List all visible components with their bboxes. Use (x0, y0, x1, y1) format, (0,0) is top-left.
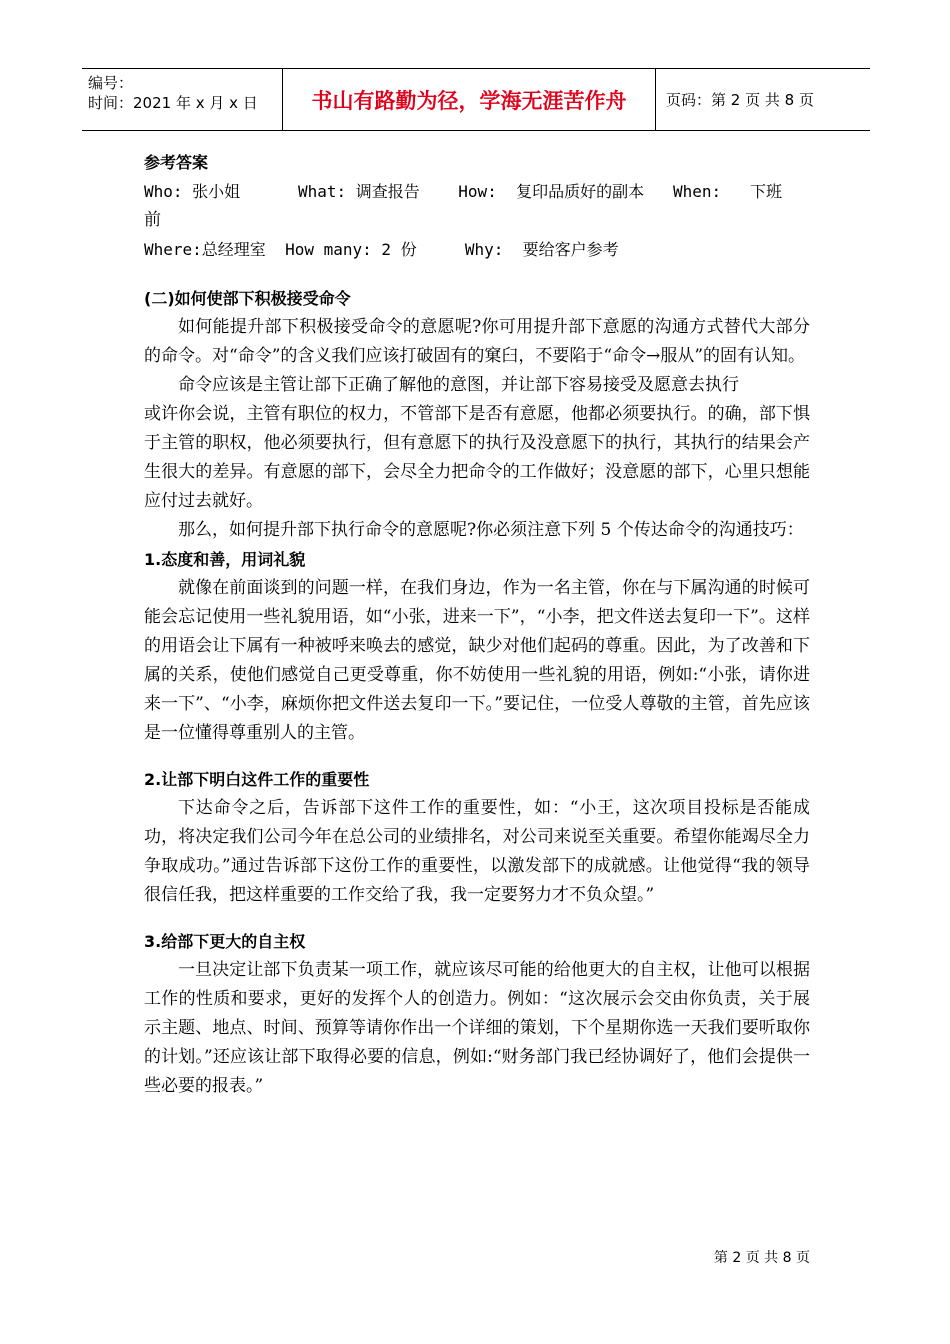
date-label: 时间：2021 年 x 月 x 日 (88, 94, 258, 112)
answer-title: 参考答案 (144, 153, 209, 172)
section-paragraph-2b: 或许你会说，主管有职位的权力，不管部下是否有意愿，他都必须要执行。的确，部下惧于主管的职权，他必须要执行，但有意愿下的执行及没意愿下的执行，其执行的结果会产生很大的差异。有意愿的部下，会尽全力把命令的工作做好；没意愿的部下，心里只想能应付过去就好。 (144, 404, 810, 511)
section-paragraph-3: 那么，如何提升部下执行命令的意愿呢?你必须注意下列 5 个传达命令的沟通技巧： (178, 520, 804, 540)
document-body (144, 148, 810, 1101)
tip-1-title: 1.态度和善，用词礼貌 (144, 550, 306, 569)
page-footer: 第 2 页 共 8 页 (713, 1250, 810, 1266)
section-paragraph-2a: 命令应该是主管让部下正确了解他的意图，并让部下容易接受及愿意去执行 (178, 375, 739, 395)
tip-3-title: 3.给部下更大的自主权 (144, 932, 306, 951)
section-paragraph-1: 如何能提升部下积极接受命令的意愿呢?你可用提升部下意愿的沟通方式替代大部分的命令。对“命令”的含义我们应该打破固有的窠臼，不要陷于“命令→服从”的固有认知。 (144, 317, 810, 366)
page-header (82, 68, 870, 131)
answer-line-2: Where:总经理室 How many: 2 份 Why: 要给客户参考 (144, 240, 619, 259)
header-motto: 书山有路勤为径，学海无涯苦作舟 (282, 69, 656, 130)
tip-2-paragraph: 下达命令之后，告诉部下这件工作的重要性，如：“小王，这次项目投标是否能成功，将决定我们公司今年在总公司的业绩排名，对公司来说至关重要。希望你能竭尽全力争取成功。”通过告诉部下这份工作的重要性，以激发部下的成就感。让他觉得“我的领导很信任我，把这样重要的工作交给了我，我一定要努力才不负众望。” (144, 798, 810, 905)
number-label: 编号： (88, 74, 134, 92)
tip-2-title: 2.让部下明白这件工作的重要性 (144, 770, 370, 789)
tip-3-paragraph: 一旦决定让部下负责某一项工作，就应该尽可能的给他更大的自主权，让他可以根据工作的性质和要求，更好的发挥个人的创造力。例如：“这次展示会交由你负责，关于展示主题、地点、时间、预算等请你作出一个详细的策划，下个星期你选一天我们要听取你的计划。”还应该让部下取得必要的信息，例如:“财务部门我已经协调好了，他们会提供一些必要的报表。” (144, 960, 810, 1096)
answer-line-1-cont: 前 (144, 210, 161, 230)
header-page-label: 页码：第 2 页 共 8 页 (666, 91, 814, 109)
section-title: (二)如何使部下积极接受命令 (144, 289, 351, 308)
answer-line-1: Who: 张小姐 What: 调查报告 How: 复印品质好的副本 When: 下班 (144, 182, 783, 201)
tip-1-paragraph: 就像在前面谈到的问题一样，在我们身边，作为一名主管，你在与下属沟通的时候可能会忘记使用一些礼貌用语，如“小张，进来一下”，“小李，把文件送去复印一下”。这样的用语会让下属有一种被呼来唤去的感觉，缺少对他们起码的尊重。因此，为了改善和下属的关系，使他们感觉自己更受尊重，你不妨使用一些礼貌的用语，例如:“小张，请你进来一下”、“小李，麻烦你把文件送去复印一下。”要记住，一位受人尊敬的主管，首先应该是一位懂得尊重别人的主管。 (144, 578, 810, 743)
header-meta (82, 69, 282, 130)
